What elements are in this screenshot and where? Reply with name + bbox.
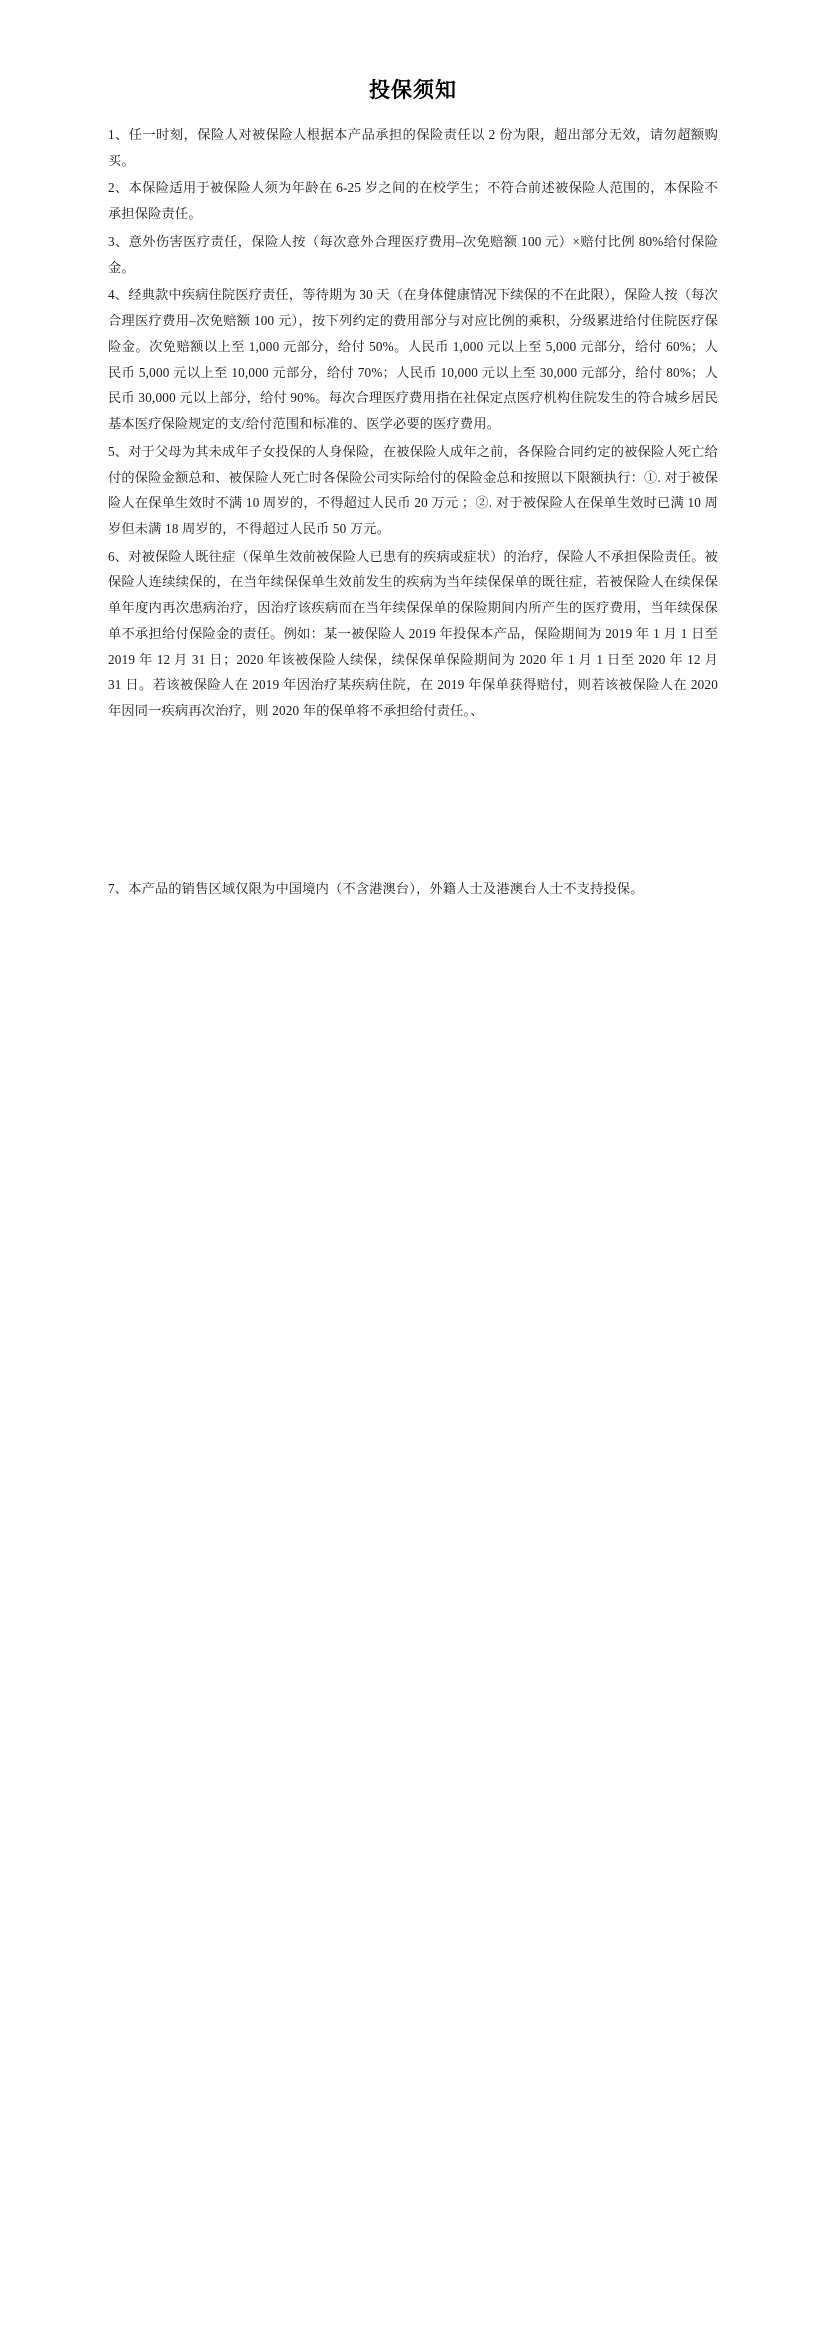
clause-paragraph-1: 1、任一时刻，保险人对被保险人根据本产品承担的保险责任以 2 份为限，超出部分无效，请勿超额购买。: [108, 127, 718, 168]
clause-paragraph-3: 3、意外伤害医疗责任，保险人按（每次意外合理医疗费用–次免赔额 100 元）×赔付比例 80%给付保险金。: [108, 233, 718, 275]
clause-paragraph-2: 2、本保险适用于被保险人须为年龄在 6-25 岁之间的在校学生；不符合前述被保险人范围的，本保险不承担保险责任。: [108, 180, 718, 222]
clause-paragraph-4: 4、经典款中疾病住院医疗责任，等待期为 30 天（在身体健康情况下续保的不在此限），保险人按（每次合理医疗费用–次免赔额 100 元），按下列约定的费用部分与对应比例的乘积，分级累进给付住院医疗保险金。次免赔额以上至 1,000 元部分，给付 50%。人民币 1,000 元以上至 5,000 元部分，给付 60%；人民币 5,000 元以上至 10,000 元部分，给付 70%；人民币 10,000 元以上至 30,000 元部分，给付 80%；人民币 30,000 元以上部分，给付 90%。每次合理医疗费用指在社保定点医疗机构住院发生的符合城乡居民基本医疗保险规定的支/给付范围和标准的、医学必要的医疗费用。: [108, 287, 718, 432]
page-blank-gap: [108, 726, 718, 876]
clause-paragraph-6: 6、对被保险人既往症（保单生效前被保险人已患有的疾病或症状）的治疗，保险人不承担保险责任。被保险人连续续保的，在当年续保保单生效前发生的疾病为当年续保保单的既往症，若被保险人在续保保单年度内再次患病治疗，因治疗该疾病而在当年续保保单的保险期间内所产生的医疗费用，当年续保保单不承担给付保险金的责任。例如：某一被保险人 2019 年投保本产品，保险期间为 2019 年 1 月 1 日至 2019 年 12 月 31 日；2020 年该被保险人续保，续保保单保险期间为 2020 年 1 月 1 日至 2020 年 12 月 31 日。若该被保险人在 2019 年因治疗某疾病住院，在 2019 年保单获得赔付，则若该被保险人在 2020 年因同一疾病再次治疗，则 2020 年的保单将不承担给付责任。、: [108, 548, 718, 719]
clause-paragraph-5: 5、对于父母为其未成年子女投保的人身保险，在被保险人成年之前，各保险合同约定的被保险人死亡给付的保险金额总和、被保险人死亡时各保险公司实际给付的保险金总和按照以下限额执行：①. 对于被保险人在保单生效时不满 10 周岁的，不得超过人民币 20 万元 ；②. 对于被保险人在保单生效时已满 10 周岁但未满 18 周岁的，不得超过人民币 50 万元。: [108, 443, 718, 537]
page-title: 投保须知: [369, 78, 457, 102]
clause-paragraph-7: 7、本产品的销售区域仅限为中国境内（不含港澳台），外籍人士及港澳台人士不支持投保。: [108, 880, 644, 896]
